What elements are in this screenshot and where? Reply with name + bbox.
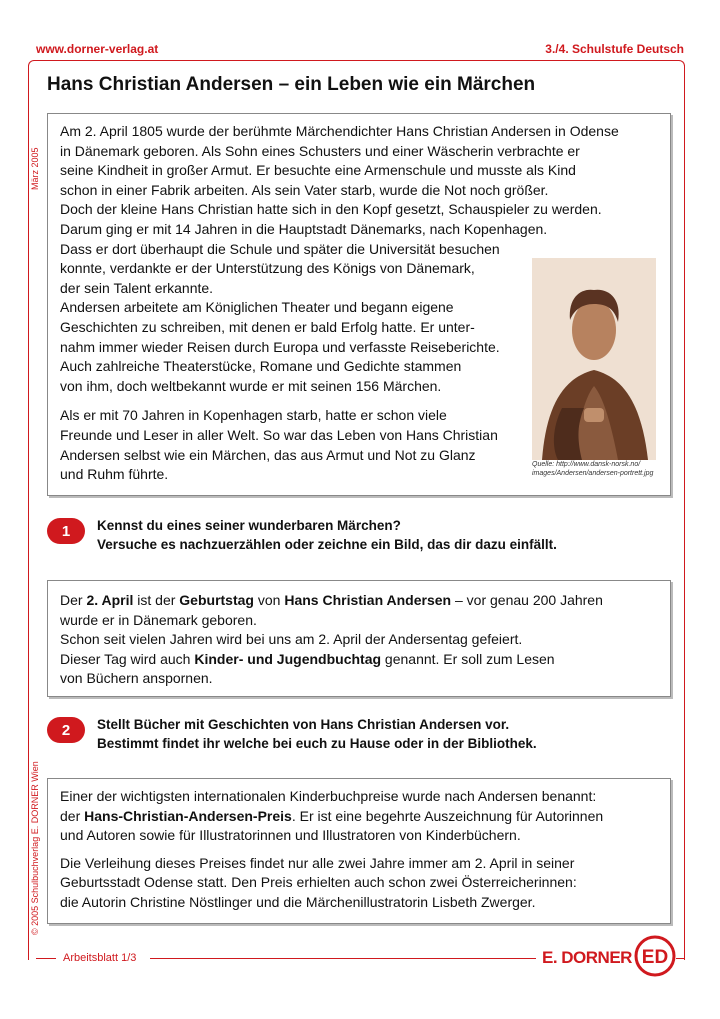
bio-line: Andersen arbeitete am Königlichen Theater und begann eigene (60, 299, 454, 316)
footer-line (676, 958, 685, 959)
publisher-logo-text: E. DORNER (542, 948, 632, 967)
birthday-line: Dieser Tag wird auch Kinder- und Jugendbuchtag genannt. Er soll zum Lesen (60, 650, 555, 667)
svg-text:ED: ED (641, 947, 669, 968)
task-text (97, 715, 537, 753)
prize-line: Geburtsstadt Odense statt. Den Preis erhielten auch schon zwei Österreicherinnen: (60, 874, 577, 891)
task-number-badge: 2 (47, 717, 85, 743)
copyright-label: © 2005 Schulbuchverlag E. DORNER Wien (30, 761, 40, 935)
task-1 (47, 516, 557, 554)
caption-line: Quelle: http://www.dansk-norsk.no/ (532, 461, 641, 468)
grade-label: 3./4. Schulstufe Deutsch (545, 42, 684, 56)
birthday-box (47, 580, 671, 697)
website-url: www.dorner-verlag.at (36, 42, 159, 56)
portrait-drawing (532, 258, 656, 460)
task-line: Versuche es nachzuerzählen oder zeichne ein Bild, das dir dazu einfällt. (97, 537, 557, 552)
caption-line: images/Andersen/andersen-portrett.jpg (532, 469, 654, 477)
image-caption (532, 461, 653, 478)
publisher-logo-icon (634, 935, 676, 977)
task-line: Kennst du eines seiner wunderbaren Märchen? (97, 518, 401, 533)
bio-line: Am 2. April 1805 wurde der berühmte Märchendichter Hans Christian Andersen in Odense (60, 123, 619, 139)
bio-line: Als er mit 70 Jahren in Kopenhagen starb, hatte er schon viele (60, 407, 447, 424)
task-line: Bestimmt findet ihr welche bei euch zu Hause oder in der Bibliothek. (97, 736, 537, 751)
task-line: Stellt Bücher mit Geschichten von Hans Christian Andersen vor. (97, 717, 510, 732)
sheet-number: Arbeitsblatt 1/3 (63, 952, 137, 964)
footer-line (36, 958, 56, 959)
birthday-line: von Büchern anspornen. (60, 670, 213, 687)
birthday-text (60, 591, 603, 689)
bio-line: Auch zahlreiche Theaterstücke, Romane und Gedichte stammen (60, 358, 462, 375)
prize-box (47, 778, 671, 924)
bio-line: von ihm, doch weltbekannt wurde er mit seinen 156 Märchen. (60, 377, 442, 394)
prize-line: der Hans-Christian-Andersen-Preis. Er ist eine begehrte Auszeichnung für Autorinnen (60, 807, 604, 824)
prize-line: Einer der wichtigsten internationalen Kinderbuchpreise wurde nach Andersen benannt: (60, 788, 597, 804)
date-label: März 2005 (30, 147, 40, 190)
bio-line: Doch der kleine Hans Christian hatte sich in den Kopf gesetzt, Schauspieler zu werden. (60, 201, 602, 218)
bio-line: Geschichten zu schreiben, mit denen er bald Erfolg hatte. Er unter- (60, 318, 475, 335)
bio-line: nahm immer wieder Reisen durch Europa und verfasste Reiseberichte. (60, 338, 500, 355)
bio-line: der sein Talent erkannte. (60, 279, 214, 296)
task-2 (47, 715, 537, 753)
bio-line: seine Kindheit in großer Armut. Er besuchte eine Armenschule und musste als Kind (60, 162, 576, 179)
prize-line: die Autorin Christine Nöstlinger und die Märchenillustratorin Lisbeth Zwerger. (60, 893, 536, 910)
bio-line: Andersen selbst wie ein Märchen, das aus Armut und Not zu Glanz (60, 446, 476, 463)
birthday-line: Schon seit vielen Jahren wird bei uns am 2. April der Andersentag gefeiert. (60, 631, 523, 648)
task-number-badge: 1 (47, 518, 85, 544)
birthday-line: wurde er in Dänemark geboren. (60, 611, 257, 628)
bio-line: Darum ging er mit 14 Jahren in die Hauptstadt Dänemarks, nach Kopenhagen. (60, 220, 548, 237)
footer-line (150, 958, 536, 959)
prize-line: und Autoren sowie für Illustratorinnen und Illustratoren von Kinderbüchern. (60, 827, 521, 844)
birthday-line: Der 2. April ist der Geburtstag von Hans Christian Andersen – vor genau 200 Jahren (60, 592, 603, 608)
bio-line: Freunde und Leser in aller Welt. So war das Leben von Hans Christian (60, 426, 498, 443)
andersen-portrait-image (532, 258, 656, 460)
prize-line: Die Verleihung dieses Preises findet nur alle zwei Jahre immer am 2. April in seiner (60, 854, 575, 871)
bio-line: und Ruhm führte. (60, 466, 169, 483)
bio-line: in Dänemark geboren. Als Sohn eines Schusters und einer Wäscherin verbrachte er (60, 142, 580, 159)
page-title: Hans Christian Andersen – ein Leben wie ein Märchen (47, 74, 536, 95)
bio-line: schon in einer Fabrik arbeiten. Als sein Vater starb, wurde die Not noch größer. (60, 181, 549, 198)
bio-line: Dass er dort überhaupt die Schule und später die Universität besuchen (60, 240, 500, 257)
bio-line: konnte, verdankte er der Unterstützung des Königs von Dänemark, (60, 260, 475, 277)
task-text (97, 516, 557, 554)
prize-text (60, 787, 603, 913)
